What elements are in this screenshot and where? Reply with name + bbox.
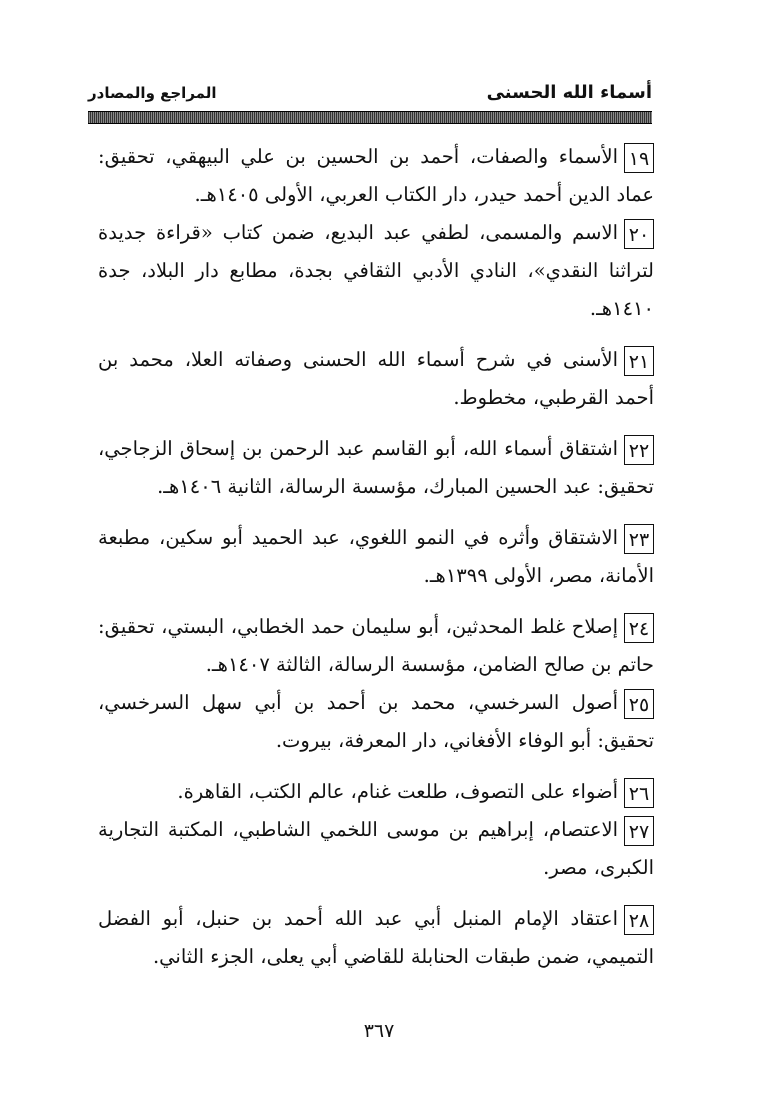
reference-entry xyxy=(98,430,654,506)
reference-entry xyxy=(98,684,654,760)
entry-number: ٢٧ xyxy=(624,816,654,846)
page-number: ٣٦٧ xyxy=(363,1020,395,1042)
entry-text: إصلاح غلط المحدثين، أبو سليمان حمد الخطابي، البستي، تحقيق: حاتم بن صالح الضامن، مؤسسة الرسالة، الثالثة ١٤٠٧هـ. xyxy=(98,615,654,676)
entry-text: الاسم والمسمى، لطفي عبد البديع، ضمن كتاب «قراءة جديدة لتراثنا النقدي»، النادي الأدبي الثقافي بجدة، مطابع دار البلاد، جدة ١٤١٠هـ. xyxy=(98,221,654,320)
header-divider xyxy=(88,111,652,124)
entry-text: اشتقاق أسماء الله، أبو القاسم عبد الرحمن بن إسحاق الزجاجي، تحقيق: عبد الحسين المبارك، مؤسسة الرسالة، الثانية ١٤٠٦هـ. xyxy=(98,437,654,498)
reference-entry xyxy=(98,214,654,328)
reference-entry xyxy=(98,341,654,417)
entry-text: الاعتصام، إبراهيم بن موسى اللخمي الشاطبي، المكتبة التجارية الكبرى، مصر. xyxy=(98,818,654,879)
entry-number: ٢٤ xyxy=(624,613,654,643)
entry-text: اعتقاد الإمام المنبل أبي عبد الله أحمد بن حنبل، أبو الفضل التميمي، ضمن طبقات الحنابلة للقاضي أبي يعلى، الجزء الثاني. xyxy=(98,907,654,968)
reference-entry xyxy=(98,519,654,595)
reference-entry xyxy=(98,811,654,887)
entry-number: ٢٢ xyxy=(624,435,654,465)
entry-text: أضواء على التصوف، طلعت غنام، عالم الكتب، القاهرة. xyxy=(177,780,618,803)
entry-number: ٢٠ xyxy=(624,219,654,249)
reference-entry xyxy=(98,773,654,811)
reference-entry xyxy=(98,900,654,976)
entry-number: ٢٥ xyxy=(624,689,654,719)
entry-number: ٢٦ xyxy=(624,778,654,808)
book-title: أسماء الله الحسنى xyxy=(486,82,652,103)
reference-entry xyxy=(98,138,654,214)
entry-number: ٢٣ xyxy=(624,524,654,554)
references-list xyxy=(98,138,654,976)
entry-text: الأسماء والصفات، أحمد بن الحسين بن علي البيهقي، تحقيق: عماد الدين أحمد حيدر، دار الكتاب العربي، الأولى ١٤٠٥هـ. xyxy=(98,145,654,206)
reference-entry xyxy=(98,608,654,684)
entry-text: الاشتقاق وأثره في النمو اللغوي، عبد الحميد أبو سكين، مطبعة الأمانة، مصر، الأولى ١٣٩٩هـ. xyxy=(98,526,654,587)
entry-number: ٢١ xyxy=(624,346,654,376)
entry-number: ٢٨ xyxy=(624,905,654,935)
running-header xyxy=(88,82,652,106)
entry-number: ١٩ xyxy=(624,143,654,173)
entry-text: أصول السرخسي، محمد بن أحمد بن أبي سهل السرخسي، تحقيق: أبو الوفاء الأفغاني، دار المعرفة، بيروت. xyxy=(98,691,654,752)
section-title: المراجع والمصادر xyxy=(88,84,217,102)
entry-text: الأسنى في شرح أسماء الله الحسنى وصفاته العلا، محمد بن أحمد القرطبي، مخطوط. xyxy=(98,348,654,409)
